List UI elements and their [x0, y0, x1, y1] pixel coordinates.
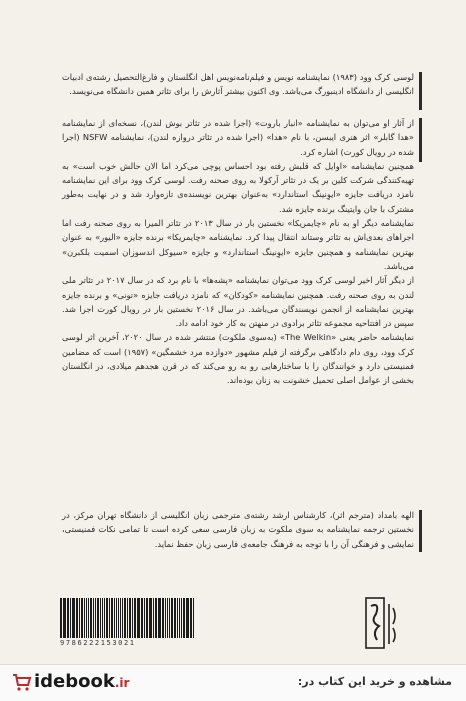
barcode-bar — [171, 598, 173, 638]
barcode-bar — [79, 598, 80, 638]
section-marker-bar — [419, 118, 422, 162]
barcode-bar — [169, 598, 170, 638]
barcode-bar — [70, 598, 71, 638]
shopping-cart-icon[interactable] — [12, 672, 32, 692]
barcode-bar — [165, 598, 166, 638]
section-marker-bar — [419, 510, 422, 552]
barcode-bar — [129, 598, 131, 638]
barcode-bar — [72, 598, 75, 638]
barcode-bar — [122, 598, 123, 638]
barcode-bars — [60, 598, 200, 638]
brand-name: idebook — [34, 671, 115, 692]
barcode-bar — [146, 598, 148, 638]
barcode-bar — [149, 598, 152, 638]
barcode-bar — [183, 598, 185, 638]
barcode-bar — [193, 598, 194, 638]
works-paragraph: نمایشنامه دیگر او به نام «چایمریکا» نخستین بار در سال ۲۰۱۳ در تئاتر المیرا به روی صحنه رفت اما اجراهای بعدی‌اش به تئاتر وستاند انتقال پیدا کرد. نمایشنامه «چایمریکا» برنده جایزه «الیور» به عنوان بهترین نمایشنامه و همچنین جایزه «ایوِنینگ استاندارد» و جایزه «سیوکل اندسوزان اسمیت بلکبرن» می‌باشد. — [62, 218, 414, 271]
barcode-bar — [186, 598, 189, 638]
barcode-bar — [63, 598, 66, 638]
barcode-bar — [118, 598, 119, 638]
barcode-bar — [84, 598, 85, 638]
isbn-number: 9786222153021 — [60, 639, 136, 647]
author-bio-section — [62, 70, 414, 99]
barcode-bar — [95, 598, 96, 638]
barcode-bar — [134, 598, 136, 638]
section-marker-bar — [419, 72, 422, 110]
barcode-bar — [141, 598, 143, 638]
works-paragraph: از آثار او می‌توان به نمایشنامه «انبار باروت» (اجرا شده در تئاتر بوش لندن)، نسخه‌ای از نمایشنامه «هدا گابلر» اثر هنری ایبسن، با نام «هدا» (اجرا شده در تئاتر دروازه لندن)، نمایشنامه NSFW (اجرا شده در رویال کورت) اشاره کرد. — [62, 118, 414, 157]
barcode-bar — [93, 598, 94, 638]
author-bio-paragraph: لوسی کرک وود (۱۹۸۳) نمایشنامه نویس و فیلم‌نامه‌نویس اهل انگلستان و فارغ‌التحصیل رشته‌ی ادبیات انگلیسی از دانشگاه ادینبورگ می‌باشد. وی اکنون بیشتر آثارش را برای تئاتر همین دانشگاه می‌نویسد. — [62, 72, 414, 97]
barcode-bar — [67, 598, 69, 638]
barcode-bar — [177, 598, 178, 638]
barcode-bar — [86, 598, 87, 638]
works-paragraph: از دیگر آثار اخیر لوسی کرک وود می‌توان نمایشنامه «پشه‌ها» با نام برد که در سال ۲۰۱۷ در تئاتر ملی لندن به روی صحنه رفت. همچنین نمایشنامه «کودکان» که نامزد دریافت جایزه «تونی» و برنده جایزه بهترین نمایشنامه از انجمن نویسندگان می‌باشد. در سال ۲۰۱۶ نخستین بار در رویال کورت اجرا شد. سپس در افتتاحیه مجموعه تئاتر برادوی در منهتن به کار خود ادامه داد. — [62, 275, 414, 329]
barcode-bar — [179, 598, 180, 638]
barcode-bar — [155, 598, 157, 638]
barcode-bar — [174, 598, 176, 638]
barcode-bar — [127, 598, 128, 638]
sokhan-publisher-logo-icon — [362, 596, 400, 650]
barcode-bar — [76, 598, 78, 638]
barcode-bar — [104, 598, 105, 638]
barcode-bar — [167, 598, 168, 638]
barcode-bar — [102, 598, 103, 638]
barcode-bar — [162, 598, 164, 638]
purchase-prompt-text: مشاهده و خرید این کتاب در: — [297, 675, 452, 688]
isbn-barcode — [60, 598, 200, 650]
barcode-bar — [111, 598, 113, 638]
barcode-bar — [109, 598, 110, 638]
barcode-bar — [60, 598, 62, 638]
barcode-bar — [158, 598, 161, 638]
translator-paragraph: الهه بامداد (مترجم اثر)، کارشناس ارشد رشته‌ی مترجمی زبان انگلیسی از دانشگاه تهران مرکز، در نخستین ترجمه نمایشنامه به سوی ملکوت به زبان فارسی سعی کرده است تا تمامی نکات فمنیستی، نمایشی و فرهنگی آن را با توجه به فرهنگ جامعه‌ی فارسی زبان حفظ نماید. — [62, 510, 414, 549]
site-footer-banner[interactable] — [0, 664, 466, 701]
barcode-bar — [124, 598, 126, 638]
author-works-section — [62, 116, 414, 388]
barcode-bar — [90, 598, 92, 638]
barcode-bar — [81, 598, 83, 638]
barcode-bar — [120, 598, 121, 638]
idebook-logo[interactable] — [34, 671, 129, 692]
barcode-bar — [100, 598, 101, 638]
barcode-bar — [116, 598, 117, 638]
brand-suffix: .ir — [114, 676, 130, 690]
barcode-bar — [181, 598, 182, 638]
barcode-bar — [153, 598, 154, 638]
barcode-bar — [190, 598, 192, 638]
barcode-bar — [132, 598, 133, 638]
barcode-bar — [114, 598, 115, 638]
barcode-bar — [144, 598, 145, 638]
barcode-bar — [88, 598, 89, 638]
works-paragraph: نمایشنامه حاضر یعنی «The Welkin» (به‌سوی ملکوت) منتشر شده در سال ۲۰۲۰، آخرین اثر لوسی کرک وود، روی دام دادگاهی برگرفته از فیلم مشهور «دوازده مرد خشمگین» (۱۹۵۷) است که مضامین فمنیستی دارد و خوانندگان را با ساختارهایی رو به رو می‌کند که در قرن هجدهم میلادی، در انگلستان بخشی از عوامل اصلی تحمیل خشونت به زنان بوده‌اند. — [62, 332, 414, 386]
barcode-bar — [106, 598, 108, 638]
barcode-bar — [97, 598, 99, 638]
translator-section — [62, 508, 414, 551]
works-paragraph: همچنین نمایشنامه «اوایل که قلبش رفته بود احساس پوچی می‌کرد اما الان حالش خوب است» به تهیه‌کنندگی شرکت کلین بر یک در تئاتر آرکولا به روی صحنه رفت. لوسی کرک وود برای این نمایشنامه نامزد دریافت جایزه «ایوِنینگ استاندارد» به‌عنوان بهترین نویسنده‌ی تازه‌وارد شد و در نهایت به‌طور مشترک با جان وایتینگ برنده جایزه شد. — [62, 160, 414, 214]
barcode-bar — [137, 598, 140, 638]
